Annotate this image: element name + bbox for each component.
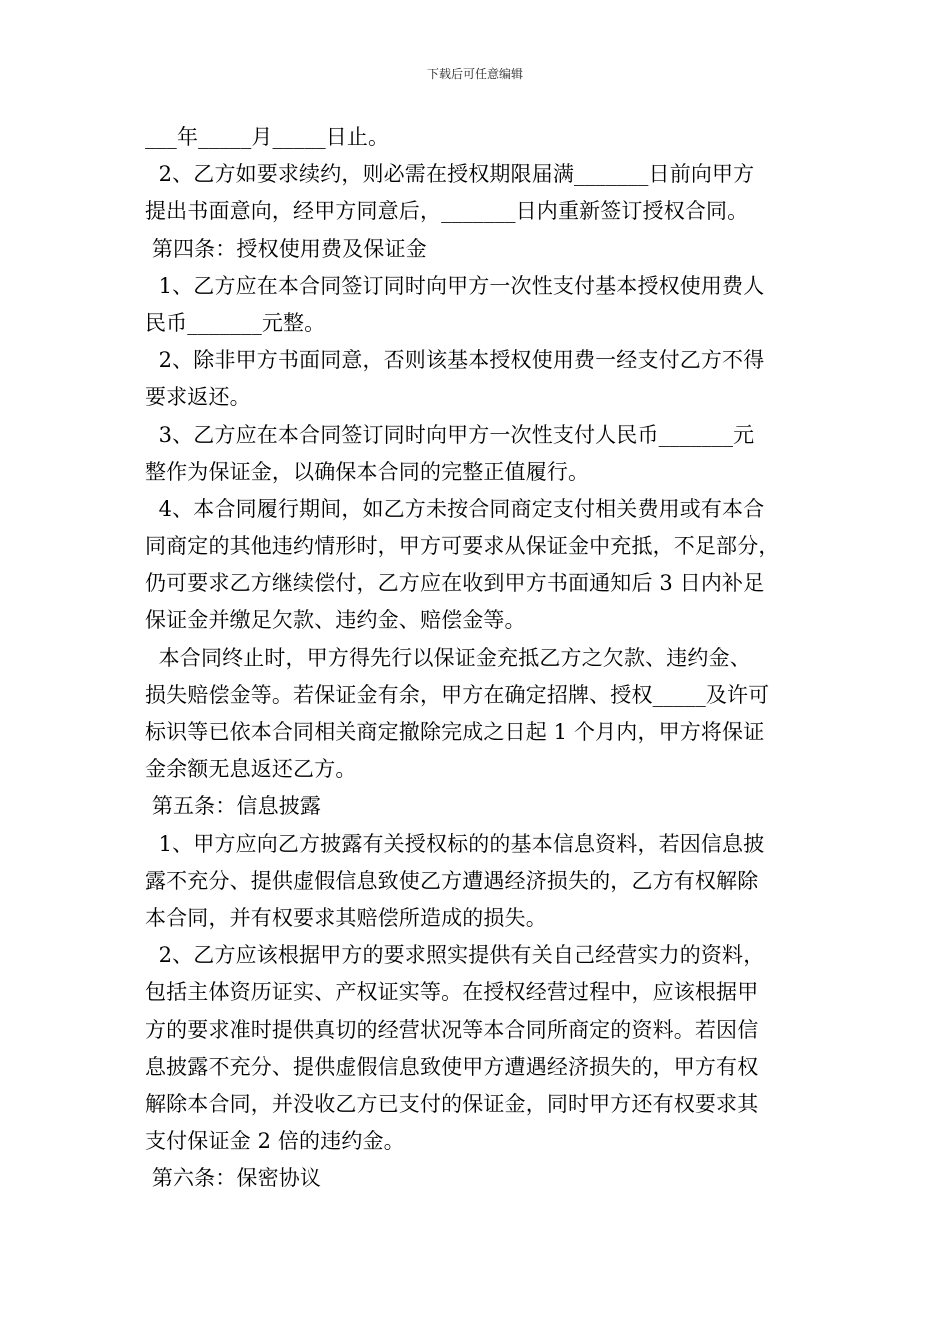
text-line: 1、乙方应在本合同签订同时向甲方一次性支付基本授权使用费人	[145, 273, 765, 298]
text-line: 本合同，并有权要求其赔偿所造成的损失。	[145, 905, 547, 930]
text-line: 本合同终止时，甲方得先行以保证金充抵乙方之欠款、违约金、	[145, 645, 751, 670]
text-line: 同商定的其他违约情形时，甲方可要求从保证金中充抵，不足部分，	[145, 534, 780, 559]
text-line: 1、甲方应向乙方披露有关授权标的的基本信息资料，若因信息披	[145, 831, 765, 856]
section-heading: 第六条：保密协议	[145, 1166, 322, 1191]
text-line: ___年_____月_____日止。	[145, 125, 390, 149]
text-line: 4、本合同履行期间，如乙方未按合同商定支付相关费用或有本合	[145, 496, 765, 521]
document-body	[145, 119, 810, 1197]
text-line: 要求返还。	[145, 385, 251, 410]
section-heading: 第五条：信息披露	[145, 794, 322, 819]
text-line: 2、除非甲方书面同意，否则该基本授权使用费一经支付乙方不得	[145, 348, 765, 373]
text-line: 解除本合同，并没收乙方已支付的保证金，同时甲方还有权要求其	[145, 1091, 759, 1116]
text-line: 露不充分、提供虚假信息致使乙方遭遇经济损失的，乙方有权解除	[145, 868, 759, 893]
text-line: 金余额无息返还乙方。	[145, 757, 357, 782]
text-line: 仍可要求乙方继续偿付，乙方应在收到甲方书面通知后 3 日内补足	[145, 571, 765, 596]
page-header-note: 下载后可任意编辑	[426, 67, 523, 81]
text-line: 方的要求准时提供真切的经营状况等本合同所商定的资料。若因信	[145, 1017, 759, 1042]
text-line: 民币_______元整。	[145, 310, 326, 335]
text-line: 保证金并缴足欠款、违约金、赔偿金等。	[145, 608, 526, 633]
text-line: 2、乙方应该根据甲方的要求照实提供有关自己经营实力的资料，	[145, 943, 765, 968]
text-line: 损失赔偿金等。若保证金有余，甲方在确定招牌、授权_____及许可	[145, 682, 770, 707]
text-line: 标识等已依本合同相关商定撤除完成之日起 1 个月内，甲方将保证	[145, 720, 765, 744]
text-line: 3、乙方应在本合同签订同时向甲方一次性支付人民币_______元	[145, 422, 755, 447]
text-line: 息披露不充分、提供虚假信息致使甲方遭遇经济损失的，甲方有权	[145, 1054, 759, 1079]
text-line: 整作为保证金，以确保本合同的完整正值履行。	[145, 459, 590, 484]
text-line: 支付保证金 2 倍的违约金。	[145, 1129, 405, 1154]
text-line: 2、乙方如要求续约，则必需在授权期限届满_______日前向甲方	[145, 162, 755, 187]
section-heading: 第四条：授权使用费及保证金	[145, 236, 427, 261]
text-line: 包括主体资历证实、产权证实等。在授权经营过程中，应该根据甲	[145, 980, 759, 1005]
text-line: 提出书面意向，经甲方同意后，_______日内重新签订授权合同。	[145, 199, 749, 224]
